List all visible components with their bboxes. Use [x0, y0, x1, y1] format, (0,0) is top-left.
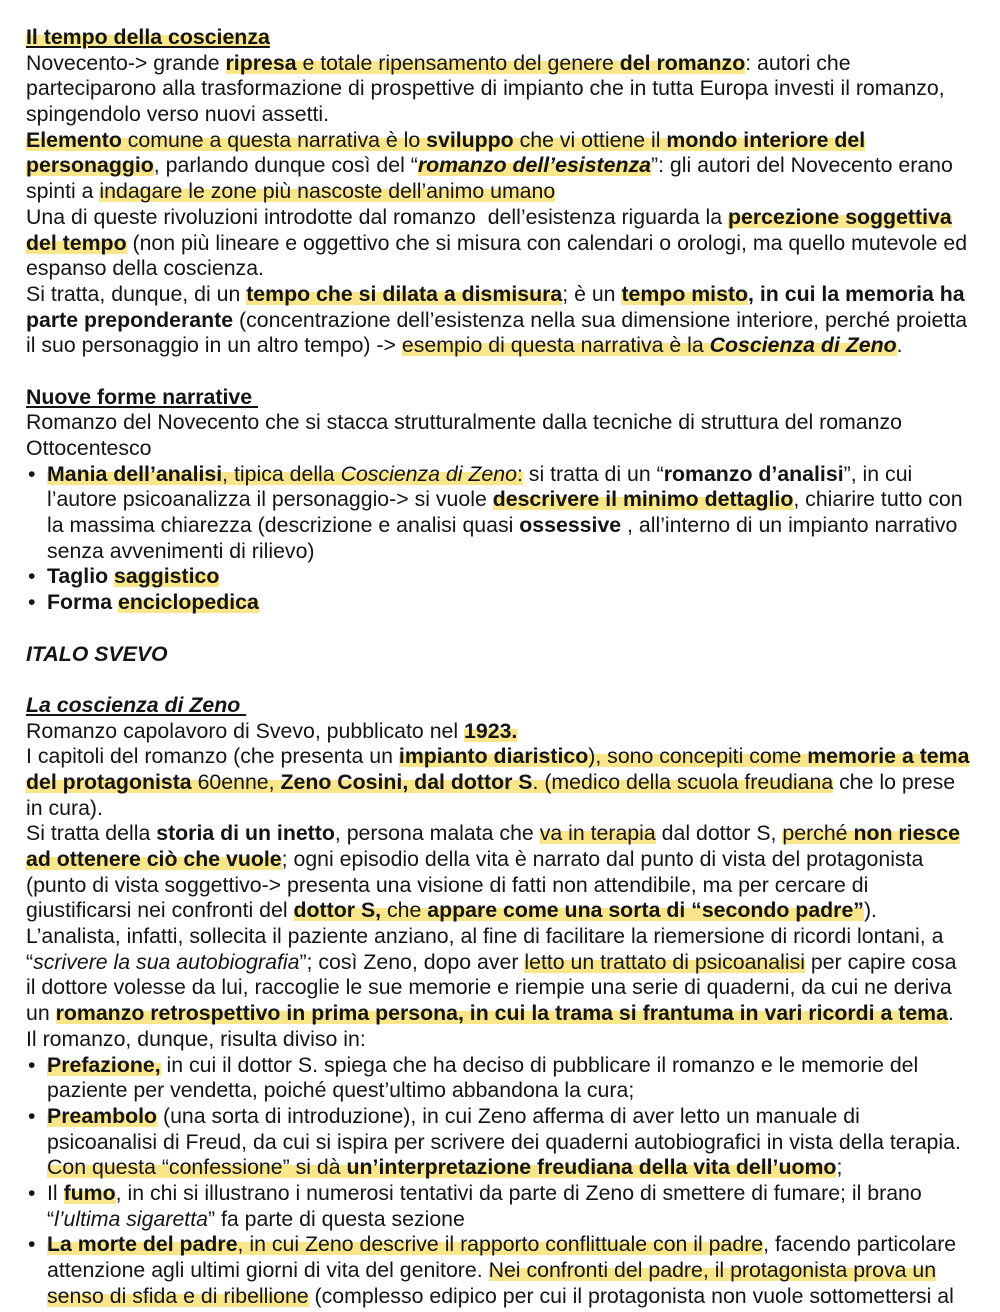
text-run: psicoanalisi di Freud, da cui si ispira per scrivere dei quaderni autobiografici in vista della terapia. [47, 1129, 961, 1154]
text-run: Ottocentesco [26, 436, 152, 460]
heading-text: Il tempo della coscienza [26, 25, 270, 49]
highlighted-text: va in terapia [539, 821, 656, 846]
bullet-item-continuation [26, 1284, 1000, 1310]
text-line [26, 770, 1000, 796]
text-line [26, 821, 1000, 847]
bullet-point: • [28, 461, 36, 486]
text-run: ; ogni episodio della vita è narrato dal punto di vista del protagonista [281, 847, 924, 871]
text-run: “ [26, 949, 34, 974]
text-run: ”, in cui [843, 461, 913, 486]
text-run: parteciparono alla trasformazione di prospettive di impianto che in tutta Europa investi il romanzo, [26, 76, 945, 101]
text-line [26, 51, 1000, 77]
highlighted-text: Coscienza di Zeno [709, 333, 897, 358]
text-line [26, 128, 1000, 154]
text-run: il dottore volesse da lui, raccoglie le sue memorie e riempie una serie di quaderni, da cui ne deriva [26, 975, 952, 1000]
text-line [26, 719, 1000, 745]
bullet-item-continuation [26, 1258, 1000, 1284]
text-run: , all’interno di un impianto narrativo [621, 513, 958, 538]
blank-line [26, 359, 1000, 385]
bullet-point: • [28, 1232, 36, 1257]
text-line [26, 744, 1000, 770]
highlighted-text: letto un trattato di psicoanalisi [524, 949, 805, 974]
highlighted-text: Mania dell’analisi [47, 461, 223, 486]
highlighted-text: , in cui Zeno descrive il rapporto conflittuale con il padre [237, 1232, 764, 1257]
highlighted-text: romanzo retrospettivo in prima persona, in cui la trama si frantuma in vari ricordi a tema [55, 1001, 948, 1026]
highlighted-text: senso di sfida e di ribellione [47, 1283, 309, 1308]
text-run: (una sorta di introduzione), in cui Zeno afferma di aver letto un manuale di [157, 1103, 860, 1128]
text-line [26, 410, 1000, 436]
highlighted-text: Preambolo [47, 1103, 158, 1128]
text-line [26, 1001, 1000, 1027]
text-run: ” fa parte di questa sezione [207, 1206, 465, 1231]
text-run: , facendo particolare [763, 1232, 957, 1257]
highlighted-text: romanzo dell’esistenza [417, 153, 651, 178]
bullet-item-continuation [26, 513, 1000, 539]
text-line [26, 205, 1000, 231]
text-run: l’autore psicoanalizza il personaggio-> si vuole [47, 487, 493, 512]
highlighted-text: ad ottenere ciò che vuole [26, 847, 282, 871]
text-run: Romanzo del Novecento che si stacca strutturalmente dalla tecniche di struttura del romanzo [26, 410, 902, 435]
section-heading [26, 25, 1000, 51]
highlighted-text: impianto diaristico [398, 744, 589, 769]
text-run: . [896, 333, 903, 358]
text-run: Si tratta, dunque, di un [26, 281, 247, 306]
text-run: che lo prese [833, 769, 956, 794]
text-line [26, 282, 1000, 308]
text-run: Il [47, 1180, 64, 1205]
highlighted-text: : [516, 461, 523, 486]
text-run: spingendolo verso nuovi assetti. [26, 102, 330, 127]
bullet-point: • [28, 590, 36, 615]
highlighted-text: percezione soggettiva [728, 204, 952, 229]
bullet-item [26, 1232, 1000, 1258]
text-run: un [26, 1001, 56, 1026]
text-run: , chiarire tutto con [793, 487, 963, 512]
text-run: Novecento-> grande [26, 50, 226, 75]
bullet-point: • [28, 1052, 36, 1077]
highlighted-text: non riesce [853, 821, 960, 846]
text-run: “ [47, 1206, 55, 1231]
highlighted-text: che vi ottiene il [513, 127, 667, 152]
text-run: (punto di vista soggettivo-> presenta una visione di fatti non attendibile, ma per cercare di [26, 872, 869, 897]
highlighted-text: personaggio [26, 153, 154, 178]
highlighted-text: memorie a tema [807, 744, 970, 769]
text-run: senza avvenimenti di rilievo) [47, 538, 315, 563]
highlighted-text: Nei confronti del padre, il protagonista prova un [488, 1258, 937, 1282]
text-run: spinti a [26, 179, 100, 204]
blank-line [26, 616, 1000, 642]
highlighted-text: Con questa “confessione” si dà [47, 1155, 347, 1180]
highlighted-text: esempio di questa narrativa è la [401, 333, 710, 358]
bold-text: , in cui la memoria ha [748, 281, 965, 306]
highlighted-text: Elemento [26, 127, 122, 152]
bullet-point: • [28, 1180, 36, 1205]
highlighted-text: perché [782, 821, 854, 846]
highlighted-text: saggistico [114, 564, 220, 589]
text-line [26, 1027, 1000, 1053]
text-run: ”: gli autori del Novecento erano [650, 153, 953, 178]
bold-text: ossessive [519, 513, 622, 538]
notes-document [26, 25, 1000, 1309]
text-run: in cui il dottor S. spiega che ha deciso di pubblicare il romanzo e le memorie del [160, 1052, 919, 1077]
text-run: Romanzo capolavoro di Svevo, pubblicato nel [26, 718, 465, 743]
text-run: . [947, 1001, 954, 1026]
section-heading [26, 693, 1000, 719]
highlighted-text: , tipica della [222, 461, 341, 486]
bold-text: parte preponderante [26, 307, 234, 332]
highlighted-text: indagare le zone più nascoste dell’animo umano [99, 179, 556, 204]
highlighted-text: tempo misto [621, 281, 749, 306]
text-run: : autori che [745, 50, 851, 75]
bullet-item [26, 1053, 1000, 1079]
highlighted-text: del protagonista [26, 769, 192, 794]
text-line [26, 308, 1000, 334]
bullet-item [26, 462, 1000, 488]
highlighted-text: un’interpretazione freudiana della vita dell’uomo [346, 1155, 837, 1180]
text-run: I capitoli del romanzo (che presenta un [26, 744, 399, 769]
highlighted-text: dottor S, [293, 898, 382, 923]
text-run: (non più lineare e oggettivo che si misura con calendari o orologi, ma quello mutevole ed [126, 230, 968, 255]
text-run: si tratta di un “ [522, 461, 664, 486]
highlighted-text: 60enne, [191, 769, 281, 794]
text-run: in cura). [26, 795, 103, 820]
text-line [26, 873, 1000, 899]
text-run: dal dottor S, [655, 821, 783, 846]
text-line [26, 179, 1000, 205]
text-line [26, 436, 1000, 462]
text-run: il suo personaggio in un altro tempo) -> [26, 333, 402, 358]
text-line [26, 975, 1000, 1001]
highlighted-text: Coscienza di Zeno [340, 461, 517, 486]
bullet-point: • [28, 564, 36, 589]
text-run: ; [836, 1155, 843, 1180]
bullet-point: • [28, 1103, 36, 1128]
heading-text: La coscienza di Zeno [26, 692, 247, 717]
bullet-item [26, 1181, 1000, 1207]
highlighted-text: e totale ripensamento del genere [296, 50, 620, 75]
highlighted-text: ripresa [225, 50, 297, 75]
highlighted-text: del romanzo [619, 50, 746, 75]
text-line [26, 256, 1000, 282]
highlighted-text: . (medico della scuola freudiana [532, 769, 834, 794]
heading-text: ITALO SVEVO [26, 641, 168, 666]
text-run: espanso della coscienza. [26, 256, 264, 281]
text-line [26, 924, 1000, 950]
section-heading [26, 385, 1000, 411]
text-run: ”; così Zeno, dopo aver [299, 949, 525, 974]
text-run: la massima chiarezza (descrizione e analisi quasi [47, 513, 520, 538]
highlighted-text: che [381, 898, 428, 923]
bold-text: romanzo d’analisi [663, 461, 844, 486]
text-run: ; è un [562, 281, 622, 306]
highlighted-text: ), sono concepiti come [588, 744, 808, 769]
bullet-item-continuation [26, 1130, 1000, 1156]
text-run: Il romanzo, dunque, risulta diviso in: [26, 1026, 366, 1051]
bullet-item-continuation [26, 539, 1000, 565]
highlighted-text: enciclopedica [118, 590, 259, 615]
highlighted-text: del tempo [26, 230, 127, 255]
blank-line [26, 667, 1000, 693]
text-run: ). [863, 898, 877, 923]
text-line [26, 231, 1000, 257]
highlighted-text: sviluppo [426, 127, 514, 152]
bold-text: Forma [47, 590, 119, 615]
bullet-item-continuation [26, 1078, 1000, 1104]
highlighted-text: Zeno Cosini, dal dottor S [280, 769, 533, 794]
highlighted-text: tempo che si dilata a dismisura [246, 281, 563, 306]
highlighted-text: fumo [63, 1180, 116, 1205]
text-run: (complesso edipico per cui il protagonista non vuole sottomettersi al [308, 1283, 954, 1308]
bullet-item [26, 590, 1000, 616]
text-run: , parlando dunque così del “ [153, 153, 418, 178]
highlighted-text: comune a questa narrativa è lo [121, 127, 427, 152]
text-line [26, 950, 1000, 976]
text-run: Si tratta della [26, 821, 157, 846]
highlighted-text: Prefazione, [47, 1052, 161, 1077]
text-run: Una di queste rivoluzioni introdotte dal romanzo dell’esistenza riguarda la [26, 204, 729, 229]
italic-text: l’ultima sigaretta [54, 1206, 208, 1231]
text-run: attenzione agli ultimi giorni di vita del genitore. [47, 1258, 489, 1282]
bold-text: Taglio [47, 564, 115, 589]
text-run: L’analista, infatti, sollecita il paziente anziano, al fine di facilitare la riemersione di ricordi lontani, a [26, 924, 944, 949]
bullet-item [26, 564, 1000, 590]
text-line [26, 153, 1000, 179]
bullet-item-continuation [26, 1155, 1000, 1181]
text-run: per capire cosa [804, 949, 957, 974]
bullet-item [26, 1104, 1000, 1130]
italic-text: scrivere la sua autobiografia [33, 949, 300, 974]
text-line [26, 796, 1000, 822]
text-run: paziente per vendetta, poiché quest’ultimo abbandona la cura; [47, 1078, 635, 1103]
text-line [26, 76, 1000, 102]
text-line [26, 847, 1000, 873]
heading-text: Nuove forme narrative [26, 384, 258, 409]
highlighted-text: mondo interiore del [666, 127, 866, 152]
highlighted-text: 1923. [464, 718, 518, 743]
bullet-item-continuation [26, 1207, 1000, 1233]
bullet-item-continuation [26, 487, 1000, 513]
text-run: (concentrazione dell’esistenza nella sua dimensione interiore, perché proietta [233, 307, 968, 332]
text-run: , persona malata che [334, 821, 540, 846]
text-line [26, 898, 1000, 924]
highlighted-text: descrivere il minimo dettaglio [492, 487, 794, 512]
text-line [26, 102, 1000, 128]
text-line [26, 333, 1000, 359]
bold-text: storia di un inetto [156, 821, 335, 846]
highlighted-text: appare come una sorta di “secondo padre” [427, 898, 864, 923]
section-heading [26, 642, 1000, 668]
text-run: , in chi si illustrano i numerosi tentativi da parte di Zeno di smettere di fumare; il brano [115, 1180, 922, 1205]
highlighted-text: La morte del padre [47, 1232, 238, 1257]
text-run: giustificarsi nei confronti del [26, 898, 294, 923]
